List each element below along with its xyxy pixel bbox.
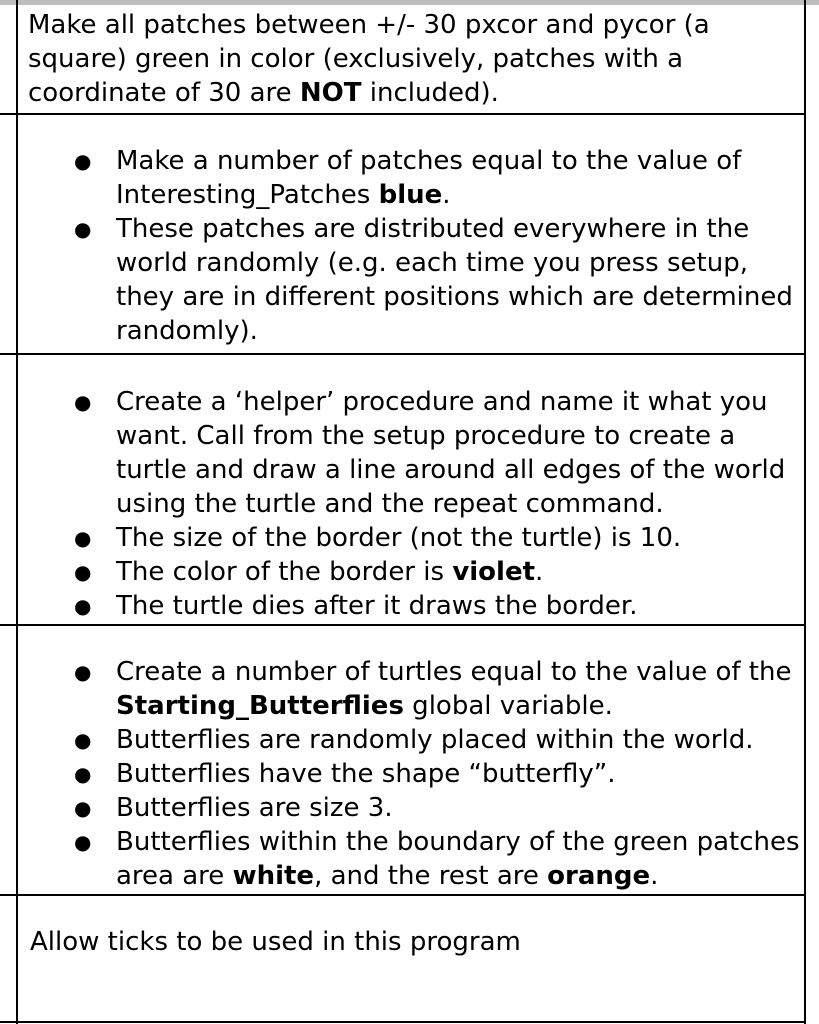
bold-text: orange [547, 861, 651, 891]
bold-text: violet [452, 557, 536, 587]
table-right-border [804, 0, 806, 1024]
text-span: The size of the border (not the turtle) is 10. [116, 523, 682, 553]
text-span: global variable. [403, 691, 613, 721]
list-item [18, 212, 804, 348]
list-item [18, 521, 804, 555]
row-divider [0, 113, 806, 115]
list-item [18, 825, 804, 893]
text-span: Create a number of turtles equal to the value of the [116, 657, 792, 687]
list-item [18, 757, 804, 791]
table-row-5 [18, 925, 804, 959]
top-edge [0, 0, 819, 5]
table-row-2 [18, 144, 804, 348]
text-span: Butterflies within the boundary of the green patches area are [116, 827, 800, 891]
list-item [18, 589, 804, 623]
list-item [18, 723, 804, 757]
bullet-list [18, 144, 804, 348]
table-row-1 [18, 8, 804, 110]
bullet-list [18, 385, 804, 623]
text-span: Butterflies are size 3. [116, 793, 393, 823]
bold-text: NOT [299, 78, 362, 108]
row-divider [0, 624, 806, 626]
row-divider [0, 894, 806, 896]
list-item [18, 791, 804, 825]
row-divider [0, 1021, 806, 1023]
text-span: Butterflies are randomly placed within the world. [116, 725, 754, 755]
list-item [18, 144, 804, 212]
row-1-text [28, 8, 784, 110]
bullet-list [18, 655, 804, 893]
table-row-4 [18, 655, 804, 893]
row-5-text: Allow ticks to be used in this program [30, 927, 521, 957]
list-item [18, 555, 804, 589]
bold-text: Starting_Butterflies [116, 691, 404, 721]
text-span: Butterflies have the shape “butterfly”. [116, 759, 616, 789]
table-row-3 [18, 385, 804, 623]
list-item [18, 385, 804, 521]
text-span: included). [361, 78, 499, 108]
text-span: Make a number of patches equal to the value of Interesting_Patches [116, 146, 742, 210]
text-span: , and the rest are [314, 861, 548, 891]
row-divider [0, 353, 806, 355]
text-span: The turtle dies after it draws the border. [116, 591, 638, 621]
text-span: The color of the border is [116, 557, 453, 587]
bold-text: white [232, 861, 315, 891]
bold-text: blue [378, 180, 443, 210]
text-span: . [650, 861, 659, 891]
text-span: . [442, 180, 451, 210]
list-item [18, 655, 804, 723]
text-span: Create a ‘helper’ procedure and name it what you want. Call from the setup procedure to create a turtle and draw a line around all edges of the world using the turtle and the repeat command. [116, 387, 786, 519]
text-span: These patches are distributed everywhere in the world randomly (e.g. each time you press setup, they are in different positions which are determined randomly). [116, 214, 793, 346]
text-span: . [535, 557, 544, 587]
text-span: Make all patches between +/- 30 pxcor and pycor (a square) green in color (exclusively, patches with a coordinate of 30 are [28, 10, 710, 108]
